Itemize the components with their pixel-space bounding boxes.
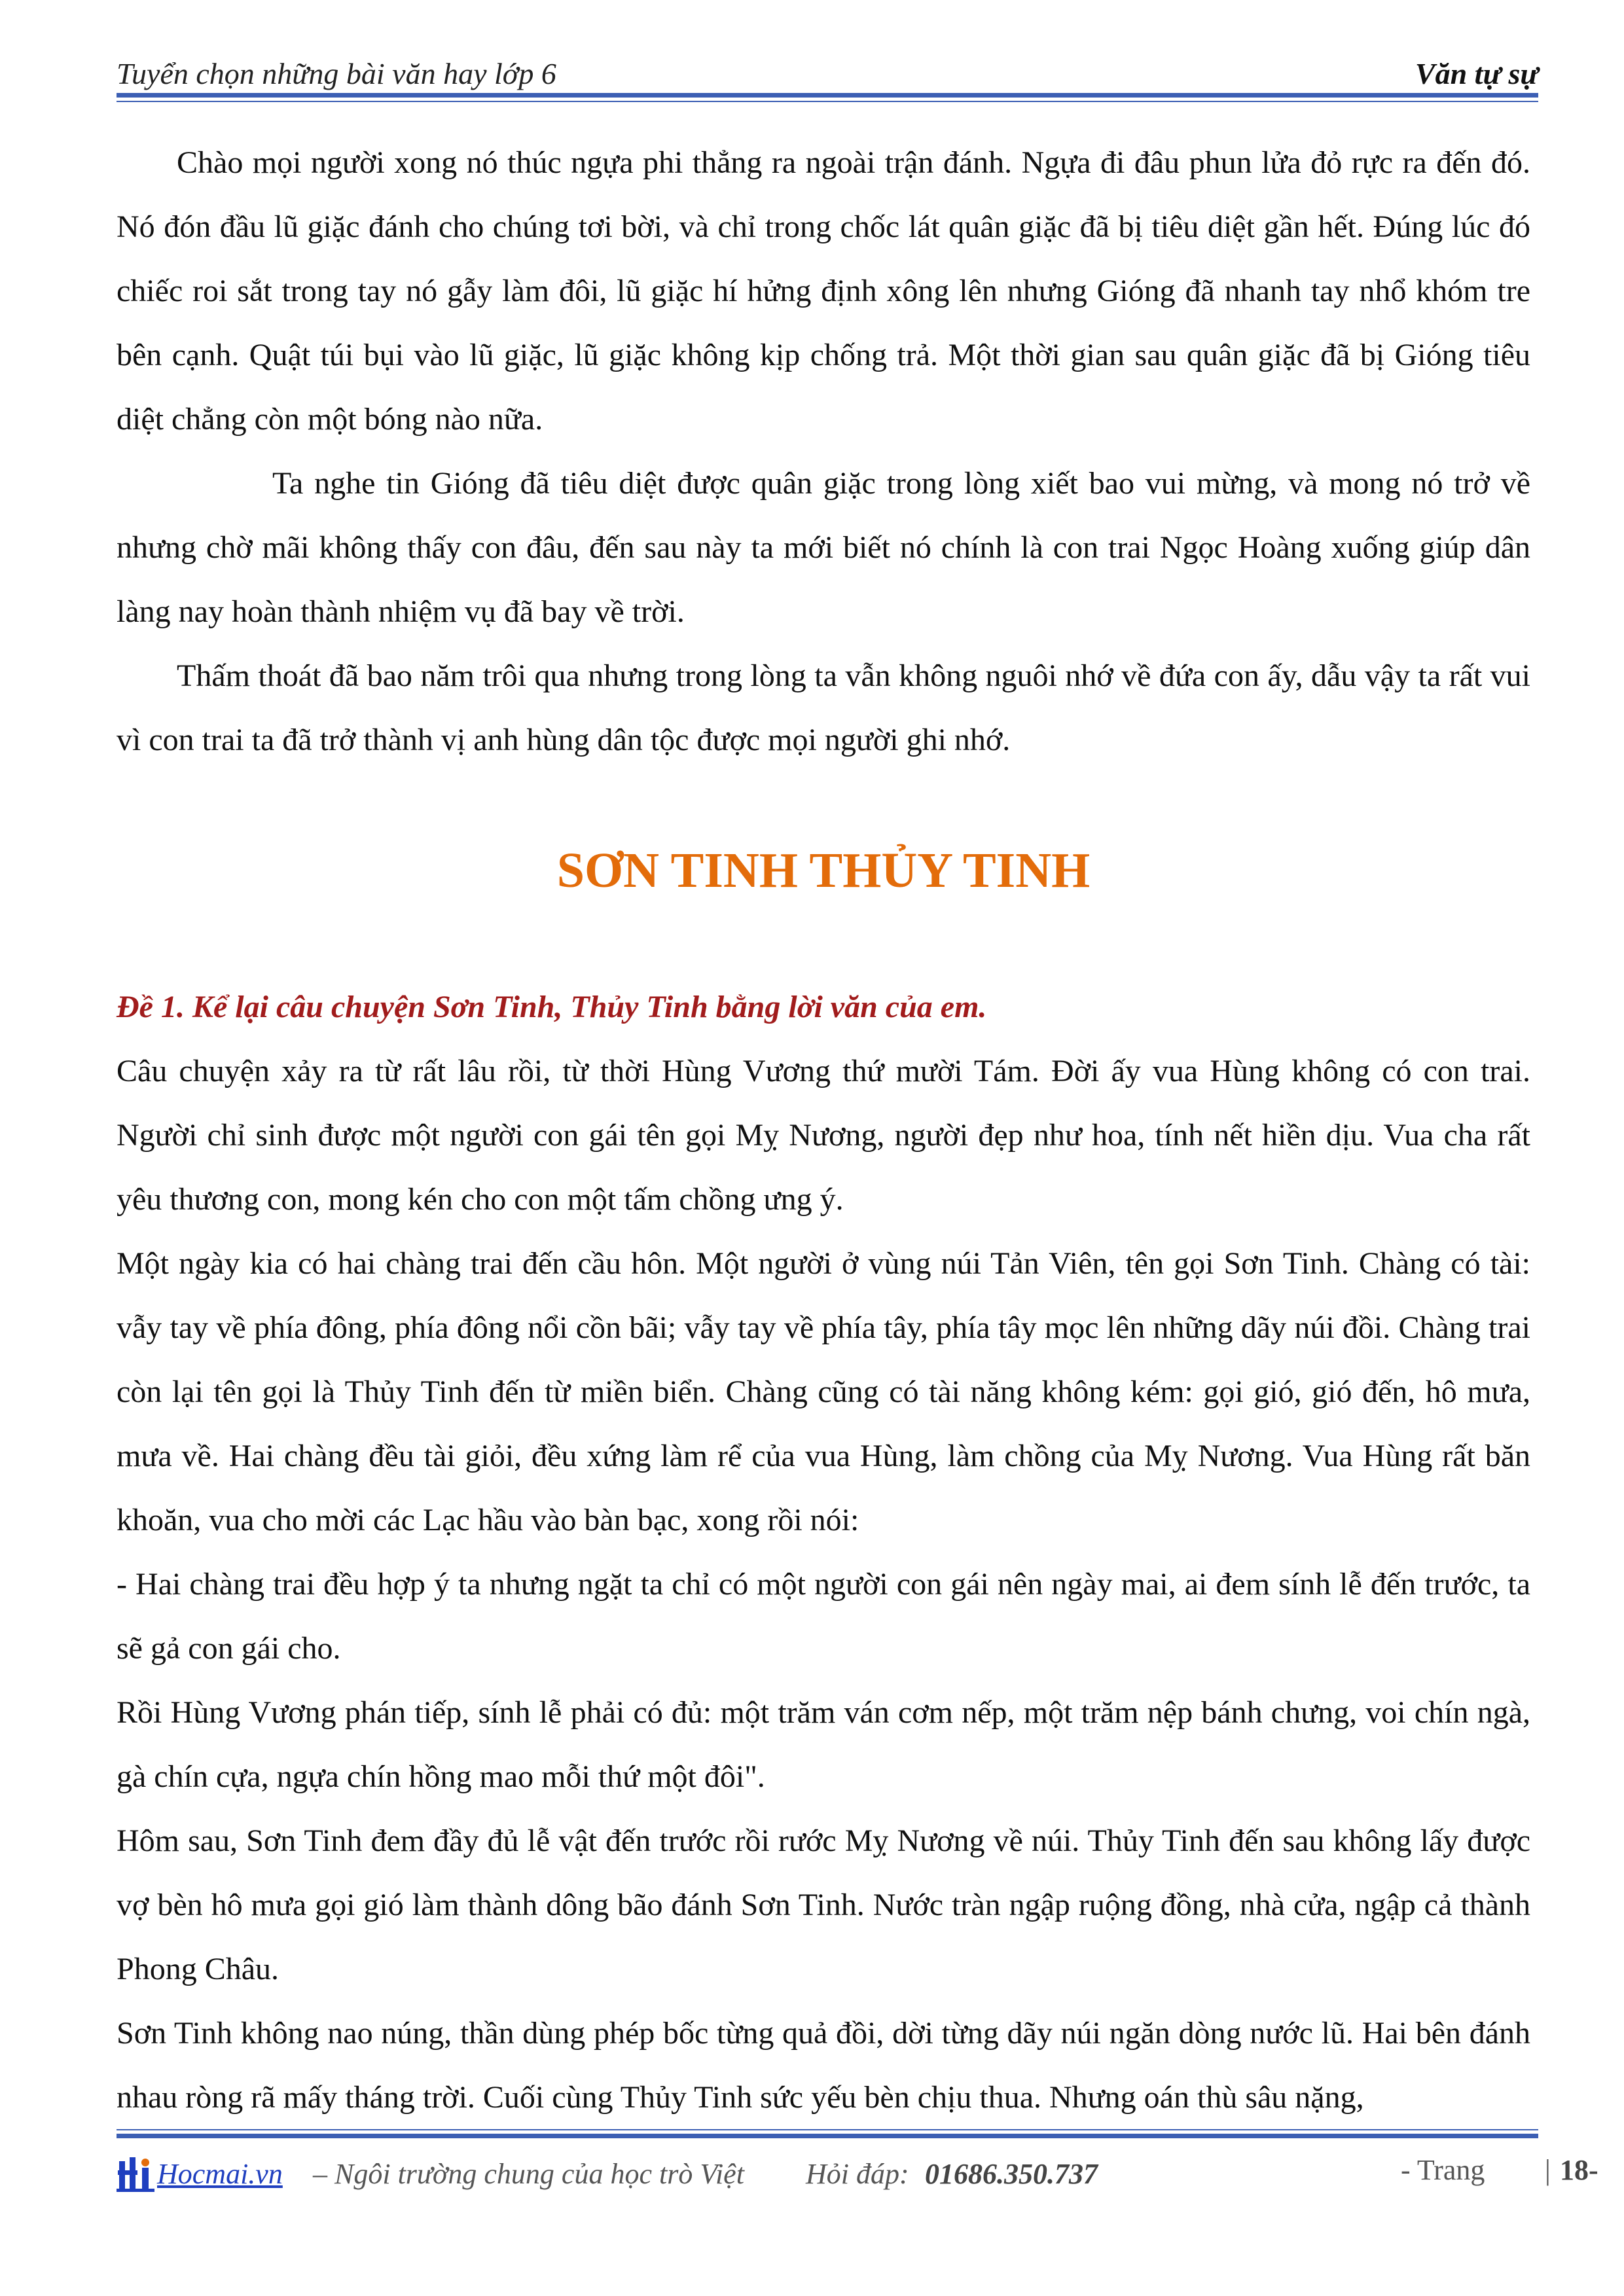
paragraph-giong-memory: Thấm thoát đã bao năm trôi qua nhưng trong lòng ta vẫn không nguôi nhớ về đứa con ấy, dẫu vậy ta rất vui vì con trai ta đã trở thành vị anh hùng dân tộc được mọi người ghi nhớ. — [117, 658, 1530, 757]
footer-page-label: - Trang — [1401, 2154, 1485, 2186]
footer-page-separator: | — [1545, 2154, 1551, 2186]
header-divider-thin — [117, 101, 1538, 102]
exercise-heading: Đề 1. Kể lại câu chuyện Sơn Tinh, Thủy Tinh bằng lời văn của em. — [117, 990, 987, 1024]
footer-divider-thin — [117, 2129, 1538, 2130]
footer-hotline-number: 01686.350.737 — [925, 2158, 1098, 2190]
hocmai-logo-icon — [117, 2155, 156, 2193]
page-header — [117, 51, 1538, 98]
paragraph-wedding-gifts: Rồi Hùng Vương phán tiếp, sính lễ phải có đủ: một trăm ván cơm nếp, một trăm nệp bánh chưng, voi chín ngà, gà chín cựa, ngựa chín hồng mao mỗi thứ một đôi". — [117, 1695, 1530, 1794]
footer-divider-thick — [117, 2134, 1538, 2138]
paragraph-king-speech: - Hai chàng trai đều hợp ý ta nhưng ngặt ta chỉ có một người con gái nên ngày mai, ai đem sính lễ đến trước, ta sẽ gả con gái cho. — [117, 1567, 1530, 1666]
paragraph-giong-battle: Chào mọi người xong nó thúc ngựa phi thẳng ra ngoài trận đánh. Ngựa đi đâu phun lửa đỏ rực ra đến đó. Nó đón đầu lũ giặc đánh cho chúng tơi bời, và chỉ trong chốc lát quân giặc đã bị tiêu diệt gần hết. Đúng lúc đó chiếc roi sắt trong tay nó gẫy làm đôi, lũ giặc hí hửng định xông lên nhưng Gióng đã nhanh tay nhổ khóm tre bên cạnh. Quật túi bụi vào lũ giặc, lũ giặc không kịp chống trả. Một thời gian sau quân giặc đã bị Gióng tiêu diệt chẳng còn một bóng nào nữa. — [117, 145, 1530, 437]
footer-page-number: 18- — [1560, 2154, 1598, 2186]
paragraph-story-intro: Câu chuyện xảy ra từ rất lâu rồi, từ thời Hùng Vương thứ mười Tám. Đời ấy vua Hùng không có con trai. Người chỉ sinh được một người con gái tên gọi Mỵ Nương, người đẹp như hoa, tính nết hiền dịu. Vua cha rất yêu thương con, mong kén cho con một tấm chồng ưng ý. — [117, 1054, 1530, 1217]
paragraph-flood: Hôm sau, Sơn Tinh đem đầy đủ lễ vật đến trước rồi rước Mỵ Nương về núi. Thủy Tinh đến sau không lấy được vợ bèn hô mưa gọi gió làm thành dông bão đánh Sơn Tinh. Nước tràn ngập ruộng đồng, nhà cửa, ngập cả thành Phong Châu. — [117, 1823, 1530, 1986]
section-title: SƠN TINH THỦY TINH — [556, 843, 1091, 898]
footer-slogan: – Ngôi trường chung của học trò Việt — [313, 2158, 744, 2190]
paragraph-battle: Sơn Tinh không nao núng, thần dùng phép bốc từng quả đồi, dời từng dãy núi ngăn dòng nước lũ. Hai bên đánh nhau ròng rã mấy tháng trời. Cuối cùng Thủy Tinh sức yếu bèn chịu thua. Nhưng oán thù sâu nặng, — [117, 2016, 1530, 2115]
page-footer — [117, 2153, 1598, 2206]
header-section-name: Văn tự sự — [1415, 57, 1538, 90]
footer-hotline-label: Hỏi đáp: — [806, 2158, 909, 2190]
paragraph-suitors: Một ngày kia có hai chàng trai đến cầu hôn. Một người ở vùng núi Tản Viên, tên gọi Sơn Tinh. Chàng có tài: vẫy tay về phía đông, phía đông nổi cồn bãi; vẫy tay về phía tây, phía tây mọc lên những dãy núi đồi. Chàng trai còn lại tên gọi là Thủy Tinh đến từ miền biển. Chàng cũng có tài năng không kém: gọi gió, gió đến, hô mưa, mưa về. Hai chàng đều tài giỏi, đều xứng làm rể của vua Hùng, làm chồng của Mỵ Nương. Vua Hùng rất băn khoăn, vua cho mời các Lạc hầu vào bàn bạc, xong rồi nói: — [117, 1246, 1530, 1537]
paragraph-giong-news: Ta nghe tin Gióng đã tiêu diệt được quân giặc trong lòng xiết bao vui mừng, và mong nó trở về nhưng chờ mãi không thấy con đâu, đến sau này ta mới biết nó chính là con trai Ngọc Hoàng xuống giúp dân làng nay hoàn thành nhiệm vụ đã bay về trời. — [117, 466, 1530, 629]
document-body — [117, 131, 1530, 2130]
header-book-title: Tuyển chọn những bài văn hay lớp 6 — [117, 57, 556, 90]
footer-site-link[interactable]: Hocmai.vn — [157, 2158, 283, 2190]
header-divider-thick — [117, 93, 1538, 98]
